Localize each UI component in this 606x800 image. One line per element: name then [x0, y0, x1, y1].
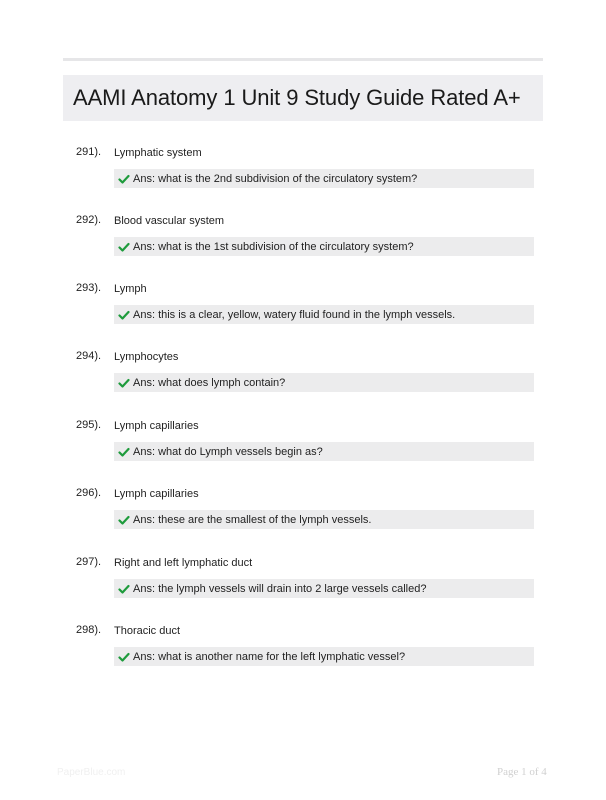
check-icon — [118, 514, 130, 526]
check-icon — [118, 173, 130, 185]
item-term: Lymphatic system — [114, 147, 202, 159]
list-item — [0, 146, 606, 206]
answer-text: Ans: what do Lymph vessels begin as? — [133, 445, 323, 458]
check-icon — [118, 446, 130, 458]
item-term: Lymph capillaries — [114, 420, 199, 432]
list-item — [0, 350, 606, 410]
answer-box — [114, 647, 534, 666]
list-item — [0, 419, 606, 479]
answer-text: Ans: this is a clear, yellow, watery fluid found in the lymph vessels. — [133, 308, 456, 321]
answer-box — [114, 510, 534, 529]
page-indicator: Page 1 of 4 — [497, 766, 547, 778]
item-term: Lymph — [114, 283, 147, 295]
item-number: 295). — [76, 419, 102, 431]
list-item — [0, 556, 606, 616]
answer-text: Ans: these are the smallest of the lymph vessels. — [133, 513, 372, 526]
list-item — [0, 624, 606, 684]
document-title: AAMI Anatomy 1 Unit 9 Study Guide Rated A+ — [73, 85, 521, 110]
top-divider — [63, 58, 543, 61]
item-number: 292). — [76, 214, 102, 226]
check-icon — [118, 651, 130, 663]
answer-box — [114, 237, 534, 256]
check-icon — [118, 241, 130, 253]
title-banner — [63, 75, 543, 121]
answer-box — [114, 442, 534, 461]
item-term: Blood vascular system — [114, 215, 225, 227]
list-item — [0, 214, 606, 274]
item-term: Right and left lymphatic duct — [114, 557, 253, 569]
item-number: 294). — [76, 350, 102, 362]
answer-text: Ans: the lymph vessels will drain into 2 large vessels called? — [133, 582, 427, 595]
item-term: Lymph capillaries — [114, 488, 199, 500]
answer-box — [114, 305, 534, 324]
item-number: 297). — [76, 556, 102, 568]
item-number: 293). — [76, 282, 102, 294]
answer-box — [114, 169, 534, 188]
check-icon — [118, 583, 130, 595]
item-term: Lymphocytes — [114, 351, 179, 363]
item-number: 298). — [76, 624, 102, 636]
check-icon — [118, 309, 130, 321]
answer-text: Ans: what is the 2nd subdivision of the circulatory system? — [133, 172, 418, 185]
answer-box — [114, 579, 534, 598]
answer-box — [114, 373, 534, 392]
check-icon — [118, 377, 130, 389]
answer-text: Ans: what does lymph contain? — [133, 376, 286, 389]
list-item — [0, 282, 606, 342]
footer-watermark: PaperBlue.com — [57, 767, 126, 778]
item-term: Thoracic duct — [114, 625, 181, 637]
list-item — [0, 487, 606, 547]
item-number: 296). — [76, 487, 102, 499]
answer-text: Ans: what is the 1st subdivision of the circulatory system? — [133, 240, 414, 253]
item-number: 291). — [76, 146, 102, 158]
answer-text: Ans: what is another name for the left lymphatic vessel? — [133, 650, 406, 663]
